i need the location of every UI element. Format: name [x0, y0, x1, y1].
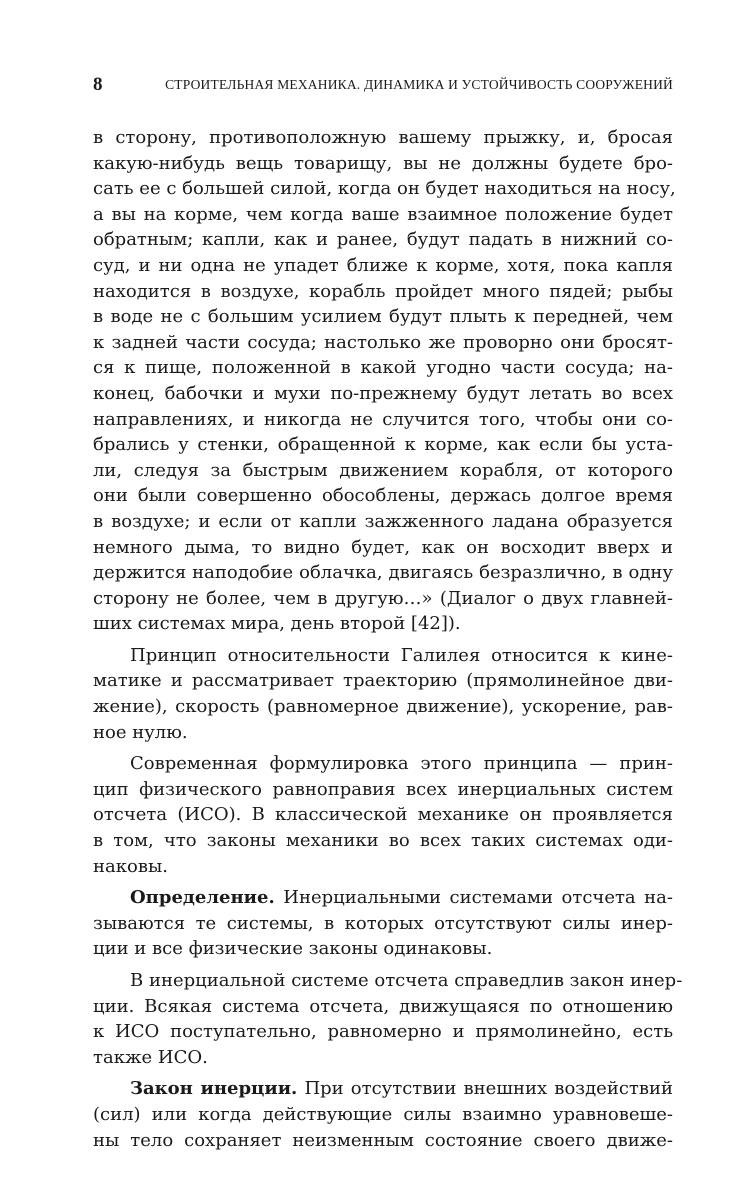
- text-line: ны тело сохраняет неизменным состояние своего движе-: [93, 1129, 673, 1151]
- text-line: находится в воздухе, корабль пройдет много пядей; рыбы: [93, 280, 673, 302]
- text-line: цип физического равноправия всех инерциальных систем: [93, 778, 673, 800]
- text-line: какую-нибудь вещь товарищу, вы не должны будете бро-: [93, 152, 673, 174]
- text-line: ли, следуя за быстрым движением корабля, от которого: [93, 459, 673, 481]
- law-term: Закон инерции.: [130, 1078, 298, 1100]
- text-line: они были совершенно обособлены, держась долгое время: [93, 485, 673, 507]
- text-line: к задней части сосуда; настолько же проворно они бросят-: [93, 331, 673, 353]
- text-line: ное нулю.: [93, 721, 188, 743]
- text-line: держится наподобие облачка, двигаясь безразлично, в одну: [93, 562, 673, 584]
- text-line: В инерциальной системе отсчета справедлив закон инер-: [130, 970, 683, 991]
- text-line: в сторону, противоположную вашему прыжку, и, бросая: [93, 127, 673, 148]
- text-line: немного дыма, то видно будет, как он восходит вверх и: [93, 536, 673, 558]
- text-line: Принцип относительности Галилея относится к кине-: [130, 644, 673, 666]
- text-line: в воде не с большим усилием будут плыть к передней, чем: [93, 306, 673, 328]
- text-line: ции. Всякая система отсчета, движущаяся по отношению: [93, 995, 673, 1017]
- running-title: СТРОИТЕЛЬНАЯ МЕХАНИКА. ДИНАМИКА И УСТОЙЧИВОСТЬ СООРУЖЕНИЙ: [165, 77, 673, 92]
- text-line: [93, 885, 673, 911]
- text-line: направлениях, и никогда не случится того, чтобы они со-: [93, 408, 673, 430]
- book-page: [93, 0, 683, 1182]
- paragraph-inertial-frame: [93, 968, 683, 1070]
- page-header: [93, 74, 673, 100]
- text-line: жение), скорость (равномерное движение), ускорение, рав-: [93, 696, 673, 718]
- text-line: зываются те системы, в которых отсутствуют силы инер-: [93, 912, 673, 934]
- text-line: суд, и ни одна не упадет ближе к корме, хотя, пока капля: [93, 254, 673, 276]
- text-line: отсчета (ИСО). В классической механике он проявляется: [93, 804, 673, 826]
- paragraph-law-of-inertia: [93, 1076, 673, 1153]
- text-line: Современная формулировка этого принципа — прин-: [130, 753, 673, 775]
- text-line: в воздухе; и если от капли зажженного ладана образуется: [93, 510, 673, 532]
- text-line: ших системах мира, день второй [42]).: [93, 613, 461, 635]
- text-line: [93, 1076, 673, 1102]
- text-line: конец, бабочки и мухи по-прежнему будут летать во всех: [93, 382, 673, 404]
- text-line: а вы на корме, чем когда ваше взаимное положение будет: [93, 203, 673, 225]
- text-line: ции и все физические законы одинаковы.: [93, 938, 493, 960]
- text-line: брались у стенки, обращенной к корме, как если бы уста-: [93, 434, 673, 456]
- definition-term: Определение.: [130, 887, 275, 909]
- text-line: ся к пище, положенной в какой угодно части сосуда; на-: [93, 357, 673, 379]
- text-line: сторону не более, чем в другую…» (Диалог о двух главней-: [93, 587, 673, 609]
- text-line: также ИСО.: [93, 1046, 208, 1068]
- text-line: сать ее с большей силой, когда он будет находиться на носу,: [93, 178, 676, 200]
- text-line: наковы.: [93, 855, 168, 877]
- page-number: 8: [93, 74, 103, 95]
- text-fragment: При отсутствии внешних воздействий: [297, 1078, 673, 1100]
- paragraph-modern-formulation: [93, 751, 673, 879]
- paragraph-definition: [93, 885, 673, 962]
- text-fragment: Инерциальными системами отсчета на-: [274, 887, 673, 909]
- paragraph-quote-continuation: [93, 125, 676, 637]
- text-line: обратным; капли, как и ранее, будут падать в нижний со-: [93, 229, 673, 251]
- body-text: [93, 125, 683, 1153]
- text-line: матике и рассматривает траекторию (прямолинейное дви-: [93, 670, 673, 692]
- text-line: в том, что законы механики во всех таких системах оди-: [93, 830, 673, 852]
- text-line: (сил) или когда действующие силы взаимно уравновеше-: [93, 1103, 673, 1125]
- text-line: к ИСО поступательно, равномерно и прямолинейно, есть: [93, 1021, 673, 1043]
- paragraph-galileo-principle: [93, 643, 673, 745]
